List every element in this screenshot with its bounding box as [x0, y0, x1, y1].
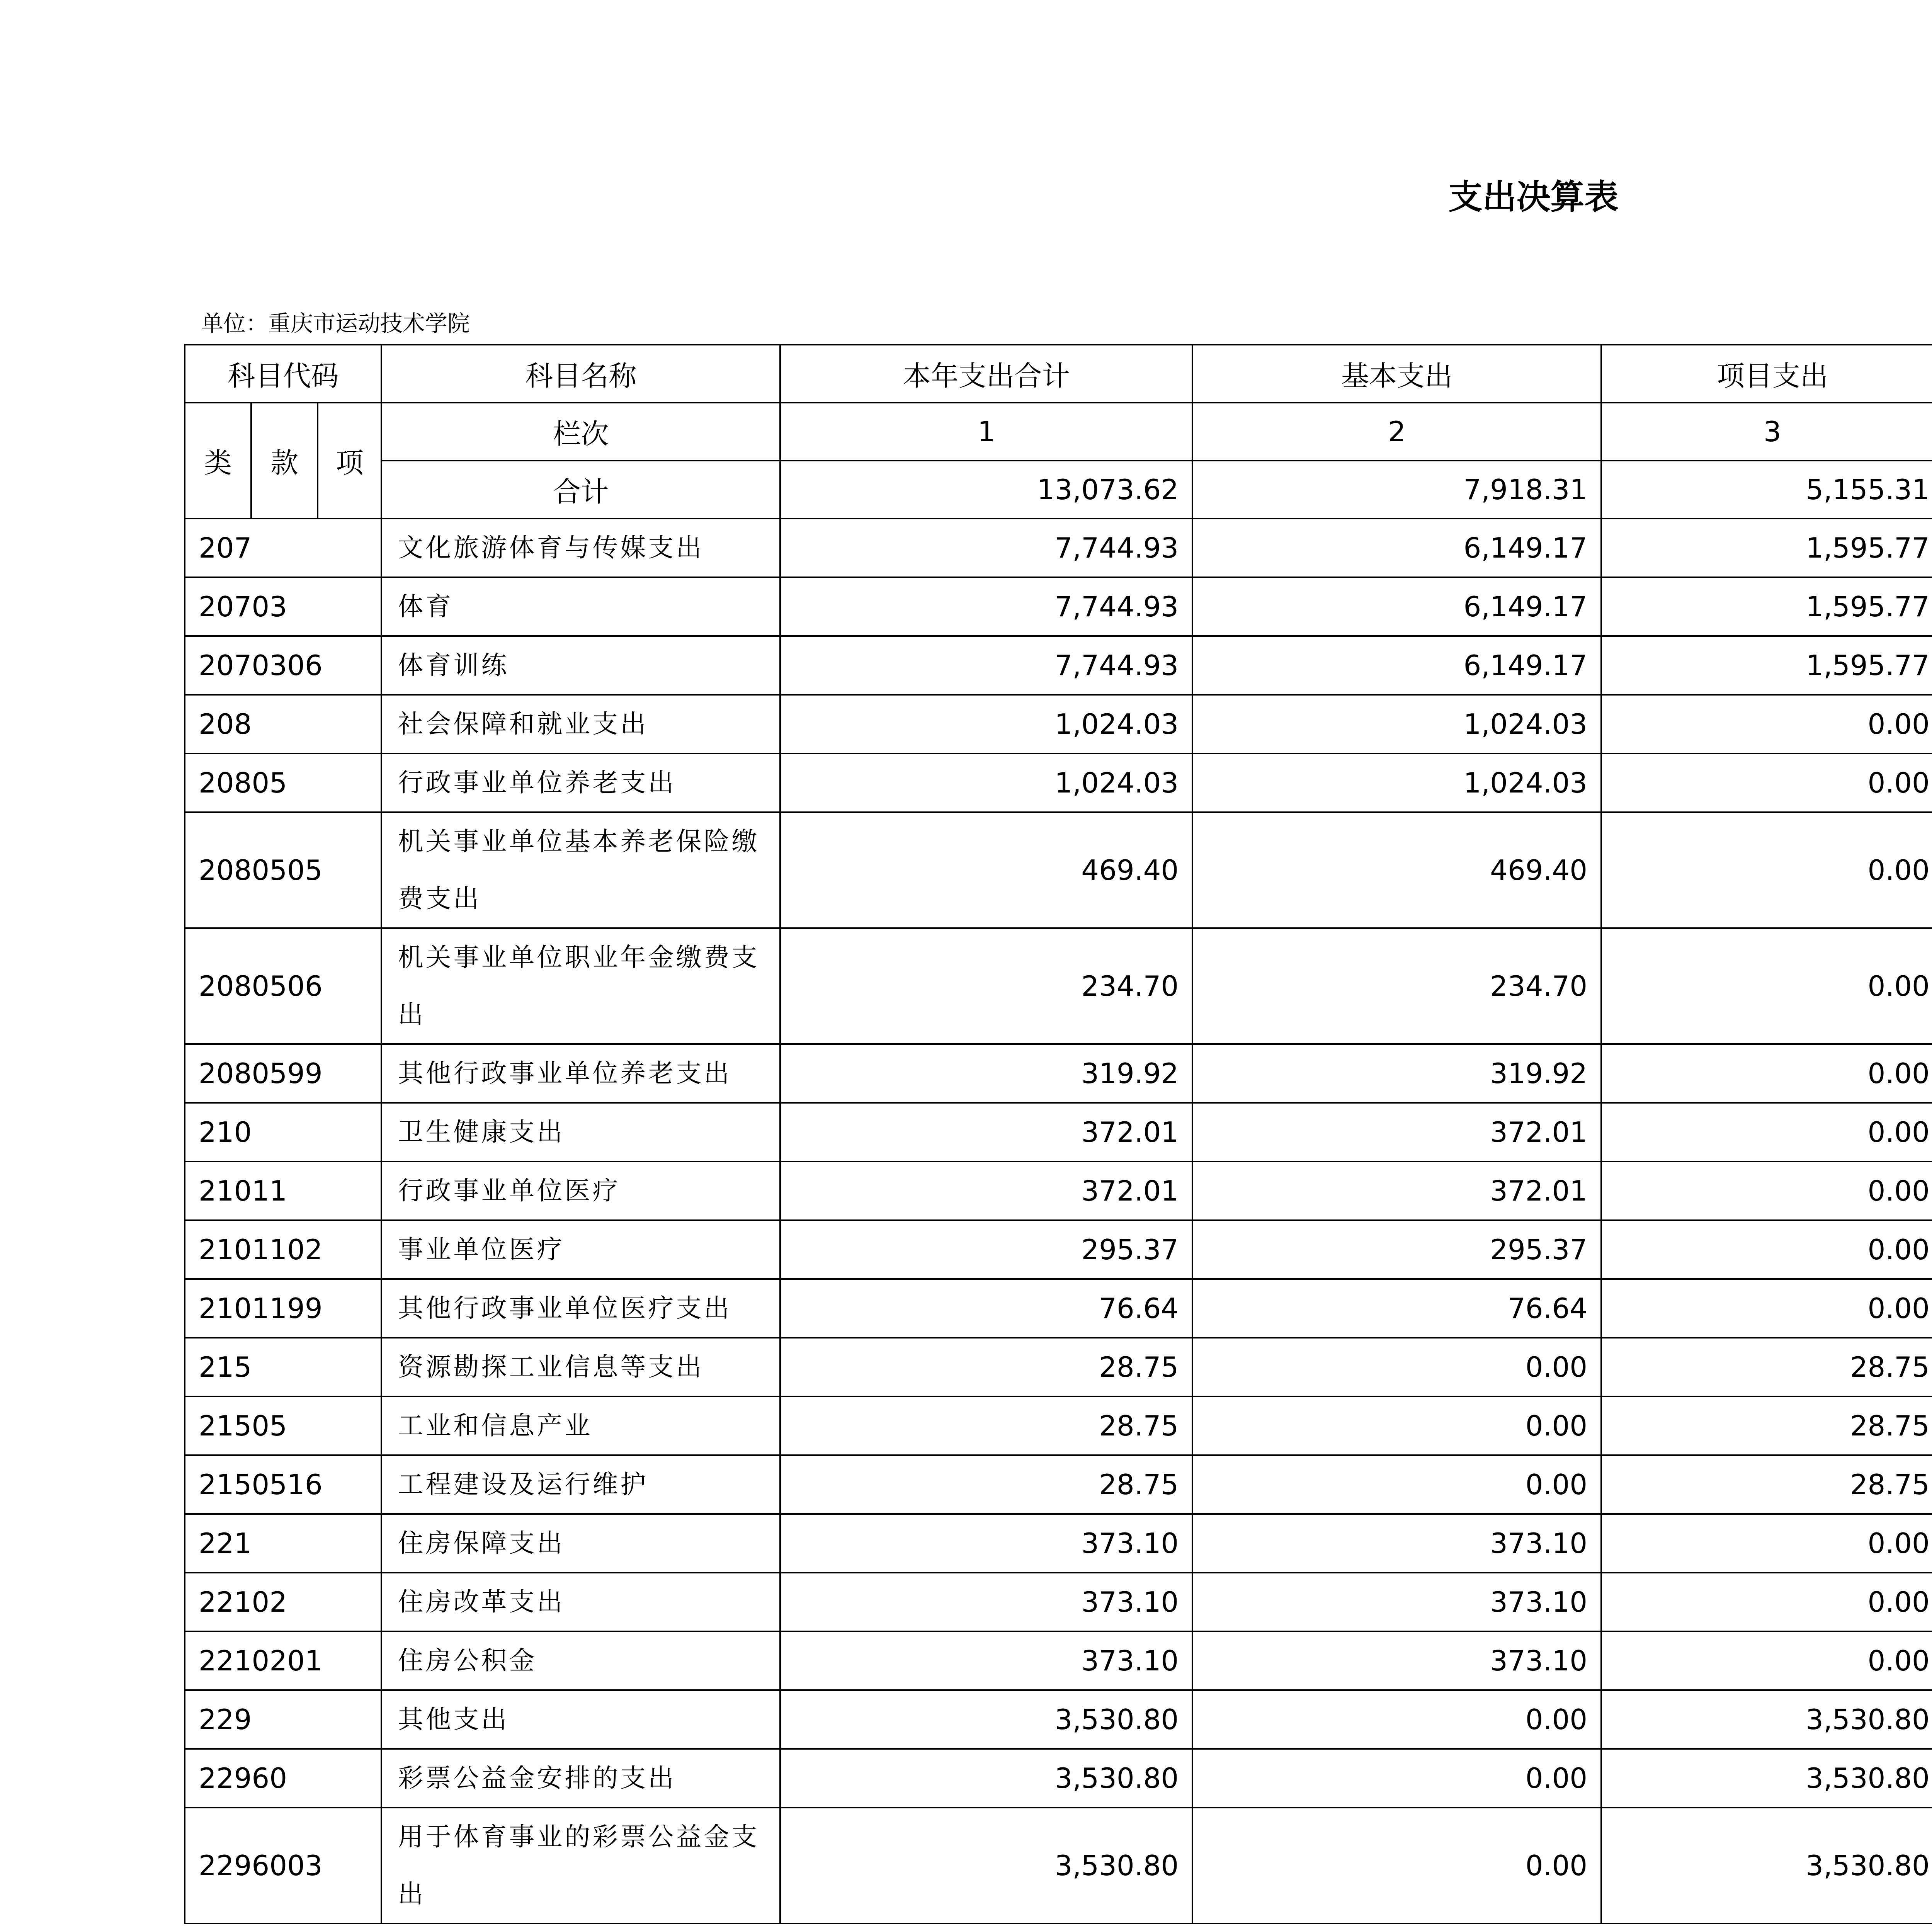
table-row [185, 1808, 1932, 1923]
row-name: 卫生健康支出 [381, 1103, 780, 1162]
table-row [185, 1396, 1932, 1455]
row-value: 1,595.77 [1601, 577, 1932, 636]
row-code: 215 [185, 1338, 381, 1396]
row-value: 373.10 [1192, 1631, 1601, 1690]
row-value: 28.75 [1601, 1396, 1932, 1455]
row-value: 1,595.77 [1601, 636, 1932, 695]
total-row [185, 461, 1932, 519]
header-col: 基本支出 [1192, 345, 1601, 403]
row-code: 210 [185, 1103, 381, 1162]
row-value: 3,530.80 [1601, 1808, 1932, 1923]
row-value: 0.00 [1601, 1044, 1932, 1103]
row-name: 彩票公益金安排的支出 [381, 1749, 780, 1808]
row-value: 319.92 [1192, 1044, 1601, 1103]
table-row [185, 753, 1932, 812]
total-value: 7,918.31 [1192, 461, 1601, 519]
row-name: 其他支出 [381, 1690, 780, 1749]
table-row [185, 1573, 1932, 1631]
table-row [185, 1162, 1932, 1220]
row-value: 0.00 [1601, 695, 1932, 753]
row-value: 372.01 [780, 1103, 1192, 1162]
row-code: 20805 [185, 753, 381, 812]
row-code: 207 [185, 519, 381, 577]
row-value: 76.64 [780, 1279, 1192, 1338]
header-col: 项目支出 [1601, 345, 1932, 403]
table-row [185, 1338, 1932, 1396]
row-value: 469.40 [780, 812, 1192, 928]
row-value: 234.70 [780, 928, 1192, 1044]
page-title: 支出决算表 [1448, 177, 1619, 217]
row-name: 用于体育事业的彩票公益金支出 [381, 1808, 780, 1923]
row-name: 工程建设及运行维护 [381, 1455, 780, 1514]
row-code: 2101102 [185, 1220, 381, 1279]
header-xiang: 项 [318, 403, 381, 519]
total-value: 5,155.31 [1601, 461, 1932, 519]
row-name: 住房公积金 [381, 1631, 780, 1690]
row-code: 2150516 [185, 1455, 381, 1514]
row-value: 372.01 [1192, 1103, 1601, 1162]
row-value: 0.00 [1601, 1514, 1932, 1573]
row-value: 0.00 [1601, 1220, 1932, 1279]
row-value: 76.64 [1192, 1279, 1601, 1338]
row-value: 373.10 [780, 1573, 1192, 1631]
row-value: 3,530.80 [1601, 1690, 1932, 1749]
row-code: 2080599 [185, 1044, 381, 1103]
table-row [185, 1279, 1932, 1338]
row-name: 机关事业单位基本养老保险缴费支出 [381, 812, 780, 928]
row-name: 文化旅游体育与传媒支出 [381, 519, 780, 577]
row-value: 1,595.77 [1601, 519, 1932, 577]
row-code: 20703 [185, 577, 381, 636]
row-name: 机关事业单位职业年金缴费支出 [381, 928, 780, 1044]
row-name: 住房保障支出 [381, 1514, 780, 1573]
row-name: 体育训练 [381, 636, 780, 695]
table-row [185, 1044, 1932, 1103]
row-value: 28.75 [1601, 1338, 1932, 1396]
table-row [185, 1220, 1932, 1279]
row-value: 0.00 [1192, 1338, 1601, 1396]
row-code: 22960 [185, 1749, 381, 1808]
row-value: 3,530.80 [1601, 1749, 1932, 1808]
header-kuan: 款 [251, 403, 318, 519]
row-value: 0.00 [1601, 812, 1932, 928]
column-number-row [185, 403, 1932, 461]
row-value: 28.75 [780, 1455, 1192, 1514]
row-name: 资源勘探工业信息等支出 [381, 1338, 780, 1396]
col-number: 3 [1601, 403, 1932, 461]
table-row [185, 577, 1932, 636]
row-code: 2210201 [185, 1631, 381, 1690]
header-lei: 类 [185, 403, 251, 519]
row-value: 6,149.17 [1192, 636, 1601, 695]
row-value: 1,024.03 [780, 753, 1192, 812]
row-code: 21011 [185, 1162, 381, 1220]
row-code: 2070306 [185, 636, 381, 695]
reporting-unit: 单位：重庆市运动技术学院 [201, 310, 470, 337]
table-row [185, 1455, 1932, 1514]
table-row [185, 695, 1932, 753]
row-value: 373.10 [1192, 1573, 1601, 1631]
row-value: 0.00 [1601, 1103, 1932, 1162]
row-value: 1,024.03 [1192, 695, 1601, 753]
row-value: 373.10 [780, 1631, 1192, 1690]
row-value: 234.70 [1192, 928, 1601, 1044]
row-value: 0.00 [1601, 1162, 1932, 1220]
row-value: 0.00 [1601, 1631, 1932, 1690]
table-row [185, 636, 1932, 695]
row-value: 1,024.03 [780, 695, 1192, 753]
row-name: 事业单位医疗 [381, 1220, 780, 1279]
row-value: 28.75 [780, 1396, 1192, 1455]
row-value: 372.01 [1192, 1162, 1601, 1220]
row-value: 469.40 [1192, 812, 1601, 928]
table-row [185, 928, 1932, 1044]
row-value: 0.00 [1192, 1455, 1601, 1514]
row-value: 373.10 [780, 1514, 1192, 1573]
row-value: 0.00 [1192, 1808, 1601, 1923]
row-value: 0.00 [1192, 1749, 1601, 1808]
col-number: 1 [780, 403, 1192, 461]
row-value: 7,744.93 [780, 636, 1192, 695]
row-name: 工业和信息产业 [381, 1396, 780, 1455]
row-name: 行政事业单位医疗 [381, 1162, 780, 1220]
row-code: 2101199 [185, 1279, 381, 1338]
row-value: 372.01 [780, 1162, 1192, 1220]
total-value: 13,073.62 [780, 461, 1192, 519]
expenditure-table [184, 344, 1932, 1924]
row-code: 21505 [185, 1396, 381, 1455]
row-value: 28.75 [1601, 1455, 1932, 1514]
table-row [185, 1749, 1932, 1808]
table-row [185, 1514, 1932, 1573]
row-value: 6,149.17 [1192, 577, 1601, 636]
table-row [185, 1690, 1932, 1749]
row-name: 其他行政事业单位医疗支出 [381, 1279, 780, 1338]
row-code: 2080506 [185, 928, 381, 1044]
col-number: 2 [1192, 403, 1601, 461]
row-code: 208 [185, 695, 381, 753]
row-code: 229 [185, 1690, 381, 1749]
row-value: 373.10 [1192, 1514, 1601, 1573]
row-code: 2080505 [185, 812, 381, 928]
row-value: 0.00 [1601, 1279, 1932, 1338]
row-value: 0.00 [1192, 1396, 1601, 1455]
row-value: 1,024.03 [1192, 753, 1601, 812]
row-name: 其他行政事业单位养老支出 [381, 1044, 780, 1103]
row-name: 住房改革支出 [381, 1573, 780, 1631]
row-value: 0.00 [1192, 1690, 1601, 1749]
header-lanci: 栏次 [381, 403, 780, 461]
row-value: 28.75 [780, 1338, 1192, 1396]
row-value: 295.37 [1192, 1220, 1601, 1279]
table-row [185, 1103, 1932, 1162]
row-value: 0.00 [1601, 928, 1932, 1044]
row-value: 0.00 [1601, 1573, 1932, 1631]
header-row [185, 345, 1932, 403]
row-value: 3,530.80 [780, 1808, 1192, 1923]
header-col: 本年支出合计 [780, 345, 1192, 403]
table-row [185, 1631, 1932, 1690]
row-value: 7,744.93 [780, 519, 1192, 577]
table-row [185, 812, 1932, 928]
row-value: 3,530.80 [780, 1690, 1192, 1749]
row-code: 221 [185, 1514, 381, 1573]
table-row [185, 519, 1932, 577]
row-value: 0.00 [1601, 753, 1932, 812]
row-value: 7,744.93 [780, 577, 1192, 636]
row-name: 体育 [381, 577, 780, 636]
row-name: 社会保障和就业支出 [381, 695, 780, 753]
header-name: 科目名称 [381, 345, 780, 403]
row-code: 2296003 [185, 1808, 381, 1923]
row-name: 行政事业单位养老支出 [381, 753, 780, 812]
row-value: 295.37 [780, 1220, 1192, 1279]
row-code: 22102 [185, 1573, 381, 1631]
row-value: 3,530.80 [780, 1749, 1192, 1808]
row-value: 319.92 [780, 1044, 1192, 1103]
header-code: 科目代码 [185, 345, 381, 403]
row-value: 6,149.17 [1192, 519, 1601, 577]
total-label: 合计 [381, 461, 780, 519]
